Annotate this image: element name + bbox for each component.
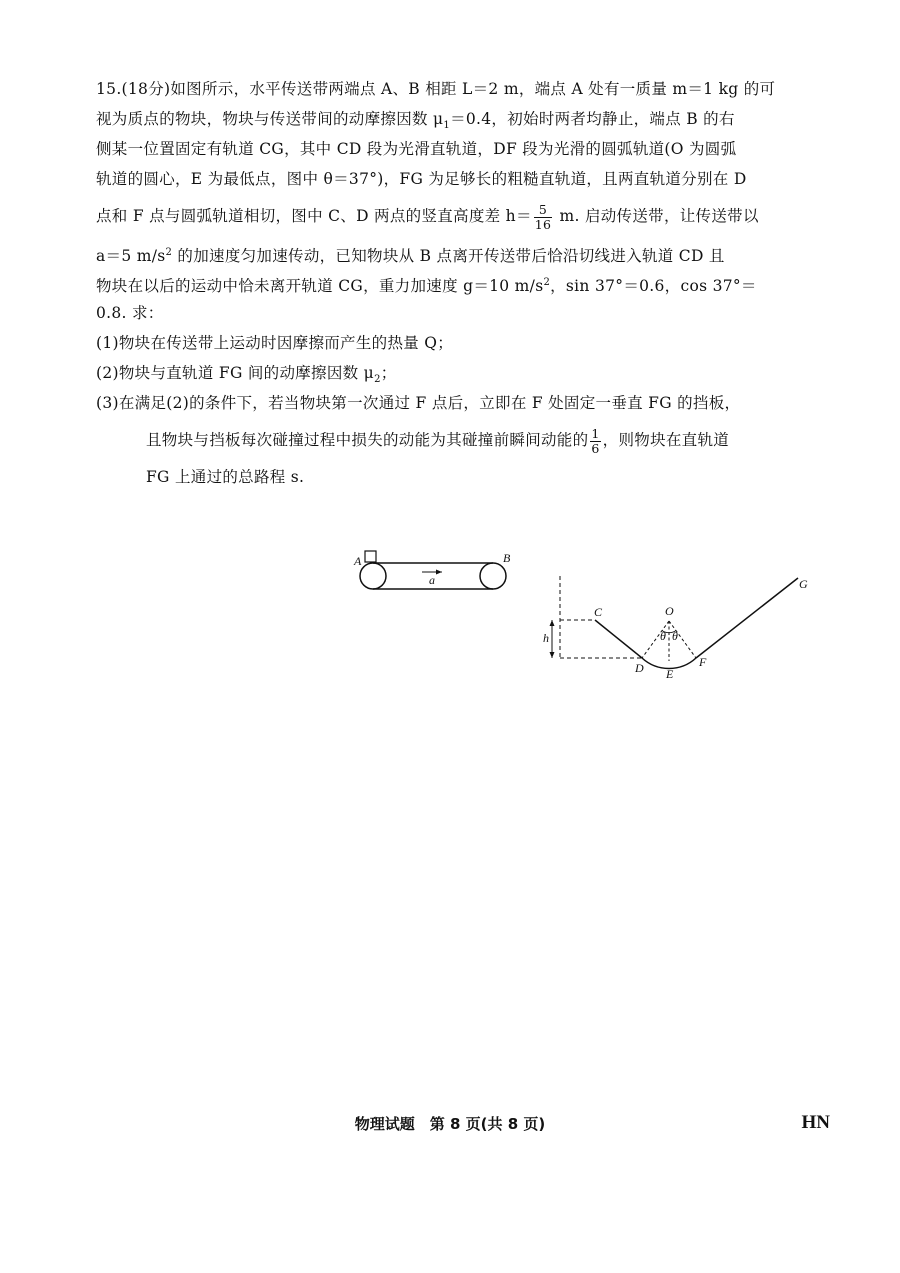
track-FG bbox=[696, 578, 798, 658]
label-E: E bbox=[666, 667, 674, 681]
problem-line-8: 0.8. 求： bbox=[96, 304, 164, 322]
problem-line-2: 视为质点的物块，物块与传送带间的动摩擦因数 $\mu_1=0.4$，初始时两者均静止，端点 B 的右 bbox=[96, 110, 735, 132]
problem-line-1: 15.(18分)如图所示，水平传送带两端点 A、B 相距 L＝2 m，端点 A 处有一质量 m＝1 kg 的可 bbox=[96, 80, 776, 98]
question-1: (1)物块在传送带上运动时因摩擦而产生的热量 Q； bbox=[96, 334, 454, 352]
problem-line-3: 侧某一位置固定有轨道 CG，其中 CD 段为光滑直轨道，DF 段为光滑的圆弧轨道(O 为圆弧 bbox=[96, 140, 737, 158]
question-3-line-3: FG 上通过的总路程 s. bbox=[146, 468, 305, 486]
problem-line-5: 点和 F 点与圆弧轨道相切，图中 C、D 两点的竖直高度差 h＝ $\frac{5}{16}$ m. 启动传送带，让传送带以 bbox=[96, 202, 759, 232]
label-O: O bbox=[665, 604, 674, 618]
question-2: (2)物块与直轨道 FG 间的动摩擦因数 $\mu_2$； bbox=[96, 364, 397, 386]
label-theta-left: θ bbox=[660, 629, 666, 643]
h-arrow-bottom bbox=[550, 652, 555, 658]
problem-15 bbox=[96, 74, 816, 492]
problem-line-6: a＝5 $m/s^2$ 的加速度匀加速传动，已知物块从 B 点离开传送带后恰沿切线进入轨道 CD 且 bbox=[96, 247, 725, 266]
label-D: D bbox=[635, 661, 644, 675]
label-F: F bbox=[699, 655, 707, 669]
label-theta-right: θ bbox=[672, 629, 678, 643]
pulley-right bbox=[480, 563, 506, 589]
physics-diagram bbox=[330, 548, 830, 688]
question-3-line-1: (3)在满足(2)的条件下，若当物块第一次通过 F 点后，立即在 F 处固定一垂直 FG 的挡板， bbox=[96, 394, 741, 412]
track-CD bbox=[595, 620, 642, 658]
arrow-head bbox=[436, 570, 442, 575]
fraction-one-sixth: $\frac{1}{6}$ bbox=[591, 426, 600, 456]
label-A: A bbox=[354, 554, 362, 568]
problem-line-4: 轨道的圆心，E 为最低点，图中 θ＝37°)，FG 为足够长的粗糙直轨道，且两直轨道分别在 D bbox=[96, 170, 747, 188]
label-G: G bbox=[799, 577, 808, 591]
paper-code: HN bbox=[801, 1112, 830, 1133]
question-3-line-2: 且物块与挡板每次碰撞过程中损失的动能为其碰撞前瞬间动能的 $\frac{1}{6}$ ，则物块在直轨道 bbox=[146, 426, 730, 456]
label-B: B bbox=[503, 551, 511, 565]
page-footer: 物理试题 第 8 页(共 8 页) bbox=[354, 1115, 546, 1133]
track-CG bbox=[543, 576, 808, 681]
label-a: a bbox=[429, 573, 435, 587]
conveyor-belt bbox=[353, 551, 511, 589]
label-h: h bbox=[543, 631, 549, 645]
block bbox=[365, 551, 376, 562]
pulley-left bbox=[360, 563, 386, 589]
fraction-h: $\frac{5}{16}$ bbox=[534, 202, 552, 232]
label-C: C bbox=[594, 605, 603, 619]
problem-line-7: 物块在以后的运动中恰未离开轨道 CG，重力加速度 g＝10 $m/s^2$，sin 37°＝0.6，cos 37°＝ bbox=[96, 277, 757, 296]
h-arrow-top bbox=[550, 620, 555, 626]
